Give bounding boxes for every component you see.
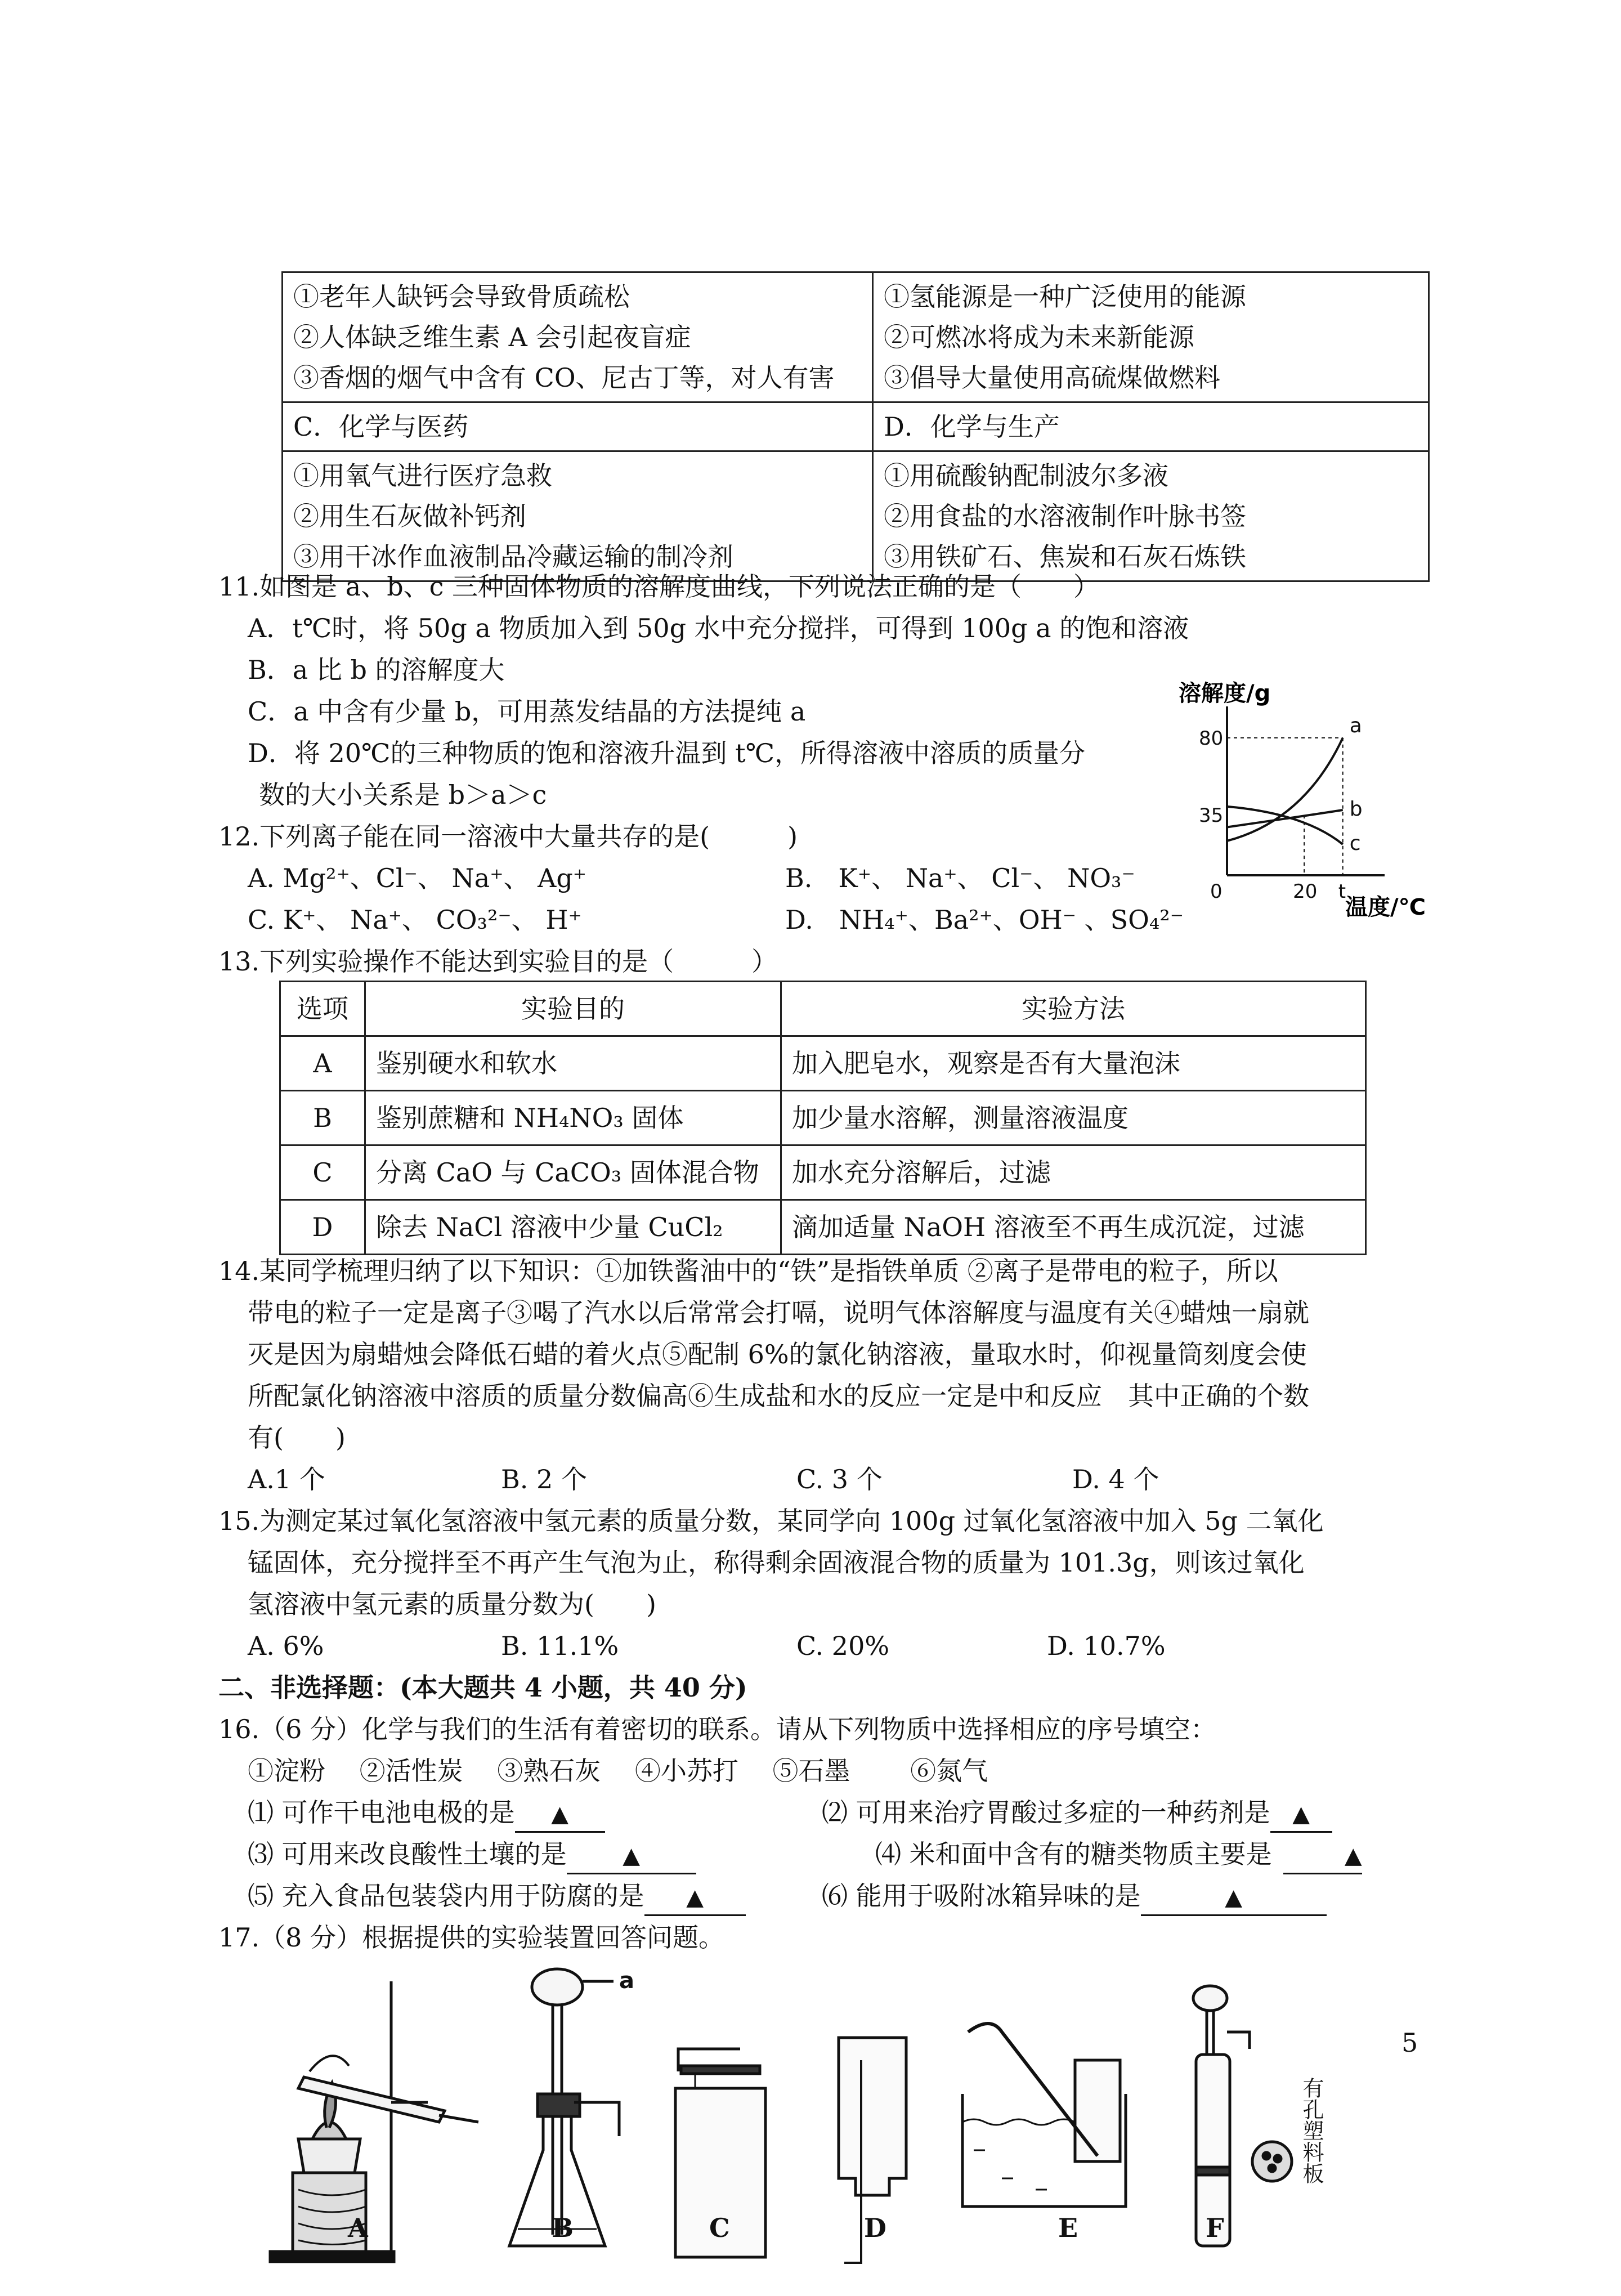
q16-item-3: ⑶ 可用来改良酸性土壤的是 ▲ xyxy=(248,1837,696,1874)
apparatus-label-b: B xyxy=(552,2213,574,2243)
q16-item-6: ⑹ 能用于吸附冰箱异味的是 ▲ xyxy=(822,1879,1327,1916)
table-row xyxy=(280,1200,1366,1255)
apparatus-label-c: C xyxy=(709,2213,730,2243)
q17-stem: 17.（8 分）根据提供的实验装置回答问题。 xyxy=(218,1922,725,1953)
q16-item-2: ⑵ 可用来治疗胃酸过多症的一种药剂是 ▲ xyxy=(822,1796,1332,1833)
q14-option-b: B. 2 个 xyxy=(501,1464,587,1494)
x-tick-label: t xyxy=(1338,880,1346,903)
q10-cell-c: ①用氧气进行医疗急救 ②用生石灰做补钙剂 ③用干冰作血液制品冷藏运输的制冷剂 xyxy=(283,451,873,581)
apparatus-label-a: A xyxy=(348,2213,368,2243)
q10-table xyxy=(281,271,1430,582)
q15-option-a: A. 6% xyxy=(248,1631,324,1661)
apparatus-b xyxy=(509,1968,634,2246)
q10-head-c: C．化学与医药 xyxy=(283,402,873,451)
answer-blank[interactable]: ▲ xyxy=(1270,1797,1332,1833)
q13-cell: 滴加适量 NaOH 溶液至不再生成沉淀，过滤 xyxy=(781,1200,1366,1255)
q15-line: 氢溶液中氢元素的质量分数为( ) xyxy=(248,1589,656,1619)
chart-ticks xyxy=(1199,727,1346,903)
solubility-chart xyxy=(1176,678,1430,943)
page-number: 5 xyxy=(1401,2028,1418,2058)
q10-head-d: D．化学与生产 xyxy=(873,402,1429,451)
x-tick-label: 0 xyxy=(1210,880,1223,903)
answer-blank[interactable]: ▲ xyxy=(644,1881,746,1916)
q13-header: 实验目的 xyxy=(365,982,781,1036)
q15-line: 锰固体，充分搅拌至不再产生气泡为止，称得剩余固液混合物的质量为 101.3g，则该过氧化 xyxy=(248,1547,1305,1578)
q10-cell-a-left: ①老年人缺钙会导致骨质疏松 ②人体缺乏维生素 A 会引起夜盲症 ③香烟的烟气中含有 CO、尼古丁等，对人有害 xyxy=(283,272,873,402)
q16-item-5: ⑸ 充入食品包装袋内用于防腐的是 ▲ xyxy=(248,1879,746,1916)
apparatus-f xyxy=(1193,1986,1324,2246)
x-tick-label: 20 xyxy=(1293,880,1318,903)
q15-option-d: D. 10.7% xyxy=(1047,1631,1166,1661)
q13-cell: 鉴别蔗糖和 NH₄NO₃ 固体 xyxy=(365,1091,781,1145)
q13-cell: A xyxy=(280,1036,365,1091)
q12-option-b: B. K⁺、 Na⁺、 Cl⁻、 NO₃⁻ xyxy=(785,863,1135,893)
q13-cell: 加水充分溶解后，过滤 xyxy=(781,1145,1366,1200)
apparatus-a xyxy=(270,1981,478,2262)
answer-blank[interactable]: ▲ xyxy=(515,1797,605,1833)
q10-cell-a-right: ①氢能源是一种广泛使用的能源 ②可燃冰将成为未来新能源 ③倡导大量使用高硫煤做燃料 xyxy=(873,272,1429,402)
q14-line: 所配氯化钠溶液中溶质的质量分数偏高⑥生成盐和水的反应一定是中和反应 其中正确的个数 xyxy=(248,1381,1309,1411)
answer-blank[interactable]: ▲ xyxy=(567,1839,696,1874)
apparatus-label-d: D xyxy=(864,2213,886,2243)
q13-header-row xyxy=(280,982,1366,1036)
q13-cell: 加入肥皂水，观察是否有大量泡沫 xyxy=(781,1036,1366,1091)
q10-cell-d: ①用硫酸钠配制波尔多液 ②用食盐的水溶液制作叶脉书签 ③用铁矿石、焦炭和石灰石炼铁 xyxy=(873,451,1429,581)
y-tick-label: 35 xyxy=(1199,804,1224,827)
q13-cell: D xyxy=(280,1200,365,1255)
series-label-a: a xyxy=(1349,714,1362,737)
series-label-b: b xyxy=(1349,798,1363,821)
q11-option-d-cont: 数的大小关系是 b＞a＞c xyxy=(259,780,547,810)
answer-blank[interactable]: ▲ xyxy=(1283,1839,1362,1874)
apparatus-e xyxy=(962,2024,1126,2207)
chart-xlabel: 温度/℃ xyxy=(1345,894,1426,920)
q13-cell: 分离 CaO 与 CaCO₃ 固体混合物 xyxy=(365,1145,781,1200)
q16-item-4: ⑷ 米和面中含有的糖类物质主要是 ▲ xyxy=(875,1837,1362,1874)
q12-option-d: D. NH₄⁺、Ba²⁺、OH⁻ 、SO₄²⁻ xyxy=(785,905,1184,935)
perforated-plate-label: 有孔塑料板 xyxy=(1299,2077,1324,2184)
q13-header: 选项 xyxy=(280,982,365,1036)
y-tick-label: 80 xyxy=(1199,727,1224,750)
q13-cell: 鉴别硬水和软水 xyxy=(365,1036,781,1091)
q12-stem: 12.下列离子能在同一溶液中大量共存的是( ) xyxy=(218,821,798,852)
chart-series xyxy=(1227,714,1363,855)
q15-line: 15.为测定某过氧化氢溶液中氢元素的质量分数，某同学向 100g 过氧化氢溶液中加入 5g 二氧化 xyxy=(218,1506,1324,1536)
q11-stem: 11.如图是 a、b、c 三种固体物质的溶解度曲线，下列说法正确的是（ ） xyxy=(218,571,1100,602)
q11-option-b: B．a 比 b 的溶解度大 xyxy=(248,655,505,685)
q15-option-c: C. 20% xyxy=(796,1631,890,1661)
q14-option-c: C. 3 个 xyxy=(796,1464,883,1494)
chart-ylabel: 溶解度/g xyxy=(1179,681,1271,706)
table-row xyxy=(280,1145,1366,1200)
q14-option-d: D. 4 个 xyxy=(1072,1464,1159,1494)
q14-option-a: A.1 个 xyxy=(248,1464,325,1494)
q16-item-1: ⑴ 可作干电池电极的是 ▲ xyxy=(248,1796,605,1833)
q11-option-c: C．a 中含有少量 b，可用蒸发结晶的方法提纯 a xyxy=(248,696,806,727)
q14-line: 有( ) xyxy=(248,1422,346,1453)
series-label-c: c xyxy=(1349,832,1361,856)
q13-cell: 除去 NaCl 溶液中少量 CuCl₂ xyxy=(365,1200,781,1255)
q12-option-c: C. K⁺、 Na⁺、 CO₃²⁻、 H⁺ xyxy=(248,905,582,935)
answer-blank[interactable]: ▲ xyxy=(1141,1881,1327,1916)
chart-guides xyxy=(1227,738,1343,875)
q15-option-b: B. 11.1% xyxy=(501,1631,619,1661)
q13-cell: C xyxy=(280,1145,365,1200)
q16-choices: ①淀粉 ②活性炭 ③熟石灰 ④小苏打 ⑤石墨 ⑥氮气 xyxy=(248,1756,988,1786)
q11-option-a: A．t℃时，将 50g a 物质加入到 50g 水中充分搅拌，可得到 100g a 的饱和溶液 xyxy=(248,613,1189,643)
table-row xyxy=(280,1091,1366,1145)
q16-stem: 16.（6 分）化学与我们的生活有着密切的联系。请从下列物质中选择相应的序号填空： xyxy=(218,1714,1217,1744)
q11-option-d: D．将 20℃的三种物质的饱和溶液升温到 t℃，所得溶液中溶质的质量分 xyxy=(248,738,1086,768)
section-heading: 二、非选择题：(本大题共 4 小题，共 40 分) xyxy=(218,1672,747,1703)
q12-option-a: A. Mg²⁺、Cl⁻、 Na⁺、 Ag⁺ xyxy=(248,863,587,893)
label-a: a xyxy=(619,1968,634,1994)
q13-table xyxy=(279,981,1367,1255)
q13-header: 实验方法 xyxy=(781,982,1366,1036)
lab-apparatus-figure xyxy=(259,1964,1430,2291)
q14-line: 灭是因为扇蜡烛会降低石蜡的着火点⑤配制 6%的氯化钠溶液，量取水时，仰视量筒刻度会使 xyxy=(248,1339,1307,1369)
apparatus-label-e: E xyxy=(1058,2213,1078,2243)
q13-cell: B xyxy=(280,1091,365,1145)
apparatus-label-f: F xyxy=(1206,2213,1224,2243)
q13-stem: 13.下列实验操作不能达到实验目的是（ ） xyxy=(218,946,778,977)
q14-line: 带电的粒子一定是离子③喝了汽水以后常常会打嗝，说明气体溶解度与温度有关④蜡烛一扇就 xyxy=(248,1297,1309,1328)
table-row xyxy=(280,1036,1366,1091)
q13-cell: 加少量水溶解，测量溶液温度 xyxy=(781,1091,1366,1145)
q14-line: 14.某同学梳理归纳了以下知识：①加铁酱油中的“铁”是指铁单质 ②离子是带电的粒子，所以 xyxy=(218,1256,1278,1286)
